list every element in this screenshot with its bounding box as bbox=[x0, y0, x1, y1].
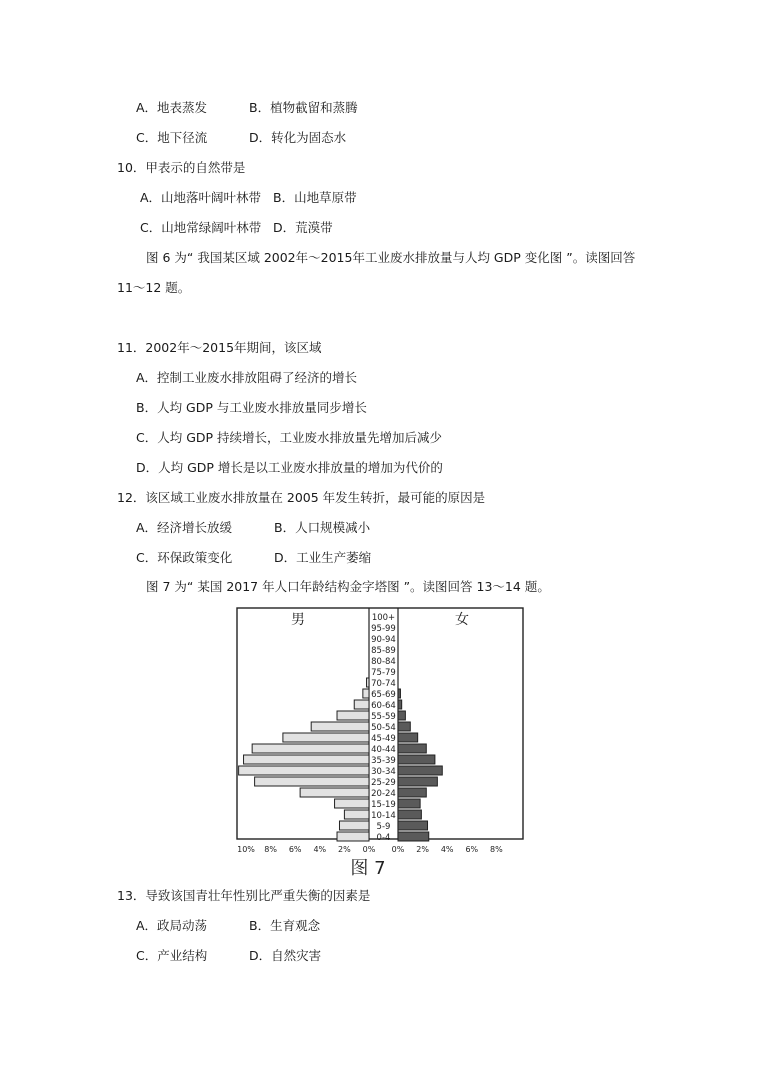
age-group-label: 85-89 bbox=[371, 646, 396, 656]
female-bar bbox=[398, 700, 402, 709]
age-group-label: 95-99 bbox=[371, 624, 396, 634]
x-tick-label-right: 8% bbox=[490, 845, 503, 854]
q13-option-d: D．自然灾害 bbox=[249, 948, 322, 963]
male-bar bbox=[337, 711, 369, 720]
age-group-label: 35-39 bbox=[371, 756, 396, 766]
q13-option-c: C．产业结构 bbox=[136, 948, 208, 963]
female-bar bbox=[398, 810, 421, 819]
male-bar bbox=[311, 722, 369, 731]
age-group-label: 15-19 bbox=[371, 800, 396, 810]
q10-options-row1 bbox=[140, 190, 357, 206]
q10-option-a: A．山地落叶阔叶林带 bbox=[140, 190, 262, 205]
male-bar bbox=[244, 755, 369, 764]
male-bar bbox=[335, 799, 369, 808]
male-bar bbox=[339, 821, 369, 830]
age-group-label: 20-24 bbox=[371, 789, 396, 799]
female-bar bbox=[398, 832, 429, 841]
q9-options-row1 bbox=[136, 100, 358, 116]
x-tick-label-right: 2% bbox=[416, 845, 429, 854]
q9-option-a: A．地表蒸发 bbox=[136, 100, 208, 115]
q11-option-c: C．人均 GDP 持续增长，工业废水排放量先增加后减少 bbox=[136, 430, 443, 445]
q11-stem: 11．2002年～2015年期间，该区域 bbox=[117, 340, 322, 355]
male-bar bbox=[239, 766, 369, 775]
male-bar bbox=[337, 832, 369, 841]
q11-option-a: A．控制工业废水排放阻碍了经济的增长 bbox=[136, 370, 358, 385]
x-tick-label-right: 0% bbox=[391, 845, 405, 854]
male-bar bbox=[344, 810, 369, 819]
female-bar bbox=[398, 755, 435, 764]
female-bar bbox=[398, 722, 410, 731]
pyramid-male-label: 男 bbox=[291, 612, 305, 628]
q9-option-b: B．植物截留和蒸腾 bbox=[249, 100, 358, 115]
female-bar bbox=[398, 788, 426, 797]
figure-caption: 图 7 bbox=[350, 858, 386, 879]
age-group-label: 40-44 bbox=[371, 745, 396, 755]
female-bar bbox=[398, 733, 418, 742]
x-tick-label-left: 10% bbox=[237, 845, 255, 854]
x-tick-label-left: 8% bbox=[264, 845, 277, 854]
pyramid-female-label: 女 bbox=[455, 612, 469, 628]
age-group-label: 10-14 bbox=[371, 811, 396, 821]
age-group-label: 55-59 bbox=[371, 712, 396, 722]
age-group-label: 25-29 bbox=[371, 778, 396, 788]
q10-stem: 10．甲表示的自然带是 bbox=[117, 160, 246, 175]
age-group-label: 100+ bbox=[371, 613, 396, 623]
male-bar bbox=[300, 788, 369, 797]
age-group-label: 45-49 bbox=[371, 734, 396, 744]
male-bar bbox=[363, 689, 369, 698]
q9-option-d: D．转化为固态水 bbox=[249, 130, 347, 145]
q10-option-b: B．山地草原带 bbox=[273, 190, 357, 205]
x-tick-label-left: 4% bbox=[313, 845, 327, 854]
age-group-label: 80-84 bbox=[371, 657, 396, 667]
female-bar bbox=[398, 711, 405, 720]
age-group-label: 75-79 bbox=[371, 668, 396, 678]
age-group-label: 30-34 bbox=[371, 767, 396, 777]
female-bar bbox=[398, 689, 400, 698]
male-bar bbox=[255, 777, 369, 786]
q11-option-b: B．人均 GDP 与工业废水排放量同步增长 bbox=[136, 400, 367, 415]
fig7-intro: 图 7 为“ 某国 2017 年人口年龄结构金字塔图 ”。读图回答 13～14 题。 bbox=[146, 579, 550, 594]
q12-option-d: D．工业生产萎缩 bbox=[274, 550, 372, 565]
q13-options-row1 bbox=[136, 918, 320, 934]
age-group-label: 65-69 bbox=[371, 690, 396, 700]
q10-option-d: D．荒漠带 bbox=[273, 220, 333, 235]
q13-option-b: B．生育观念 bbox=[249, 918, 321, 933]
q9-option-c: C．地下径流 bbox=[136, 130, 208, 145]
q9-options-row2 bbox=[136, 130, 346, 146]
male-bar bbox=[367, 678, 369, 687]
x-tick-label-right: 4% bbox=[440, 845, 454, 854]
q10-option-c: C．山地常绿阔叶林带 bbox=[140, 220, 262, 235]
q13-option-a: A．政局动荡 bbox=[136, 918, 208, 933]
female-bar bbox=[398, 821, 428, 830]
q12-option-a: A．经济增长放缓 bbox=[136, 520, 233, 535]
age-group-label: 50-54 bbox=[371, 723, 396, 733]
q12-option-b: B．人口规模减小 bbox=[274, 520, 371, 535]
male-bar bbox=[283, 733, 369, 742]
q13-stem: 13．导致该国青壮年性别比严重失衡的因素是 bbox=[117, 888, 371, 903]
female-bar bbox=[398, 744, 426, 753]
q11-option-d: D．人均 GDP 增长是以工业废水排放量的增加为代价的 bbox=[136, 460, 443, 475]
age-group-label: 5-9 bbox=[376, 822, 391, 832]
x-tick-label-left: 2% bbox=[338, 845, 351, 854]
female-bar bbox=[398, 777, 437, 786]
age-group-label: 90-94 bbox=[371, 635, 396, 645]
q10-options-row2 bbox=[140, 220, 333, 236]
q12-options-row2 bbox=[136, 550, 371, 566]
female-bar bbox=[398, 799, 420, 808]
male-bar bbox=[354, 700, 369, 709]
population-pyramid-chart bbox=[228, 603, 528, 883]
q12-option-c: C．环保政策变化 bbox=[136, 550, 233, 565]
age-group-label: 70-74 bbox=[371, 679, 396, 689]
age-group-label: 0-4 bbox=[376, 833, 391, 843]
x-tick-label-right: 6% bbox=[465, 845, 479, 854]
male-bar bbox=[252, 744, 369, 753]
q12-options-row1 bbox=[136, 520, 370, 536]
x-tick-label-left: 0% bbox=[362, 845, 376, 854]
female-bar bbox=[398, 766, 442, 775]
q13-options-row2 bbox=[136, 948, 321, 964]
age-group-label: 60-64 bbox=[371, 701, 396, 711]
fig6-intro-line1: 图 6 为“ 我国某区域 2002年～2015年工业废水排放量与人均 GDP 变化图 ”。读图回答 bbox=[146, 250, 636, 265]
x-tick-label-left: 6% bbox=[288, 845, 302, 854]
q12-stem: 12．该区域工业废水排放量在 2005 年发生转折，最可能的原因是 bbox=[117, 490, 486, 505]
fig6-intro-line2: 11～12 题。 bbox=[117, 280, 191, 295]
